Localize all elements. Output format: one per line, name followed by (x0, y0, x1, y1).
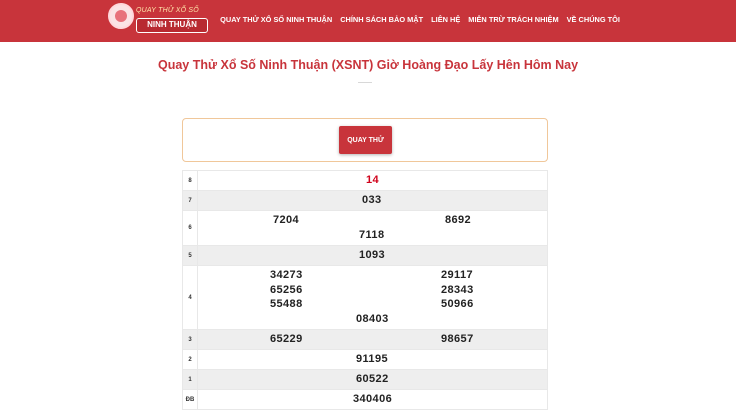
table-row (183, 191, 548, 211)
table-row (183, 246, 548, 266)
prize-number: 29117 (441, 269, 473, 281)
logo-emblem-icon (108, 3, 134, 29)
site-logo[interactable] (108, 3, 204, 37)
prize-label: 6 (183, 211, 198, 246)
prize-label: 4 (183, 266, 198, 330)
results-table (182, 170, 548, 410)
prize-number: 65229 (270, 333, 303, 345)
logo-top-text: QUAY THỬ XỔ SỐ (136, 7, 199, 14)
prize-number: 033 (362, 194, 382, 206)
prize-number: 7118 (359, 229, 385, 241)
table-row (183, 211, 548, 246)
prize-label: ĐB (183, 390, 198, 410)
prize-number: 34273 (270, 269, 303, 281)
page-title: Quay Thử Xổ Số Ninh Thuận (XSNT) Giờ Hoàng Đạo Lấy Hên Hôm Nay (157, 58, 579, 72)
site-header (0, 0, 736, 42)
table-row (183, 330, 548, 350)
prize-label: 1 (183, 370, 198, 390)
title-divider (358, 82, 372, 83)
prize-cell (198, 370, 548, 390)
table-row (183, 266, 548, 330)
nav-item-about[interactable]: VỀ CHÚNG TÔI (566, 15, 620, 24)
table-row (183, 390, 548, 410)
prize-label: 7 (183, 191, 198, 211)
prize-number: 08403 (356, 313, 389, 325)
prize-label: 3 (183, 330, 198, 350)
prize-cell (198, 246, 548, 266)
prize-number: 8692 (445, 214, 472, 226)
table-row (183, 370, 548, 390)
prize-cell (198, 211, 548, 246)
table-row (183, 171, 548, 191)
table-row (183, 350, 548, 370)
prize-cell (198, 390, 548, 410)
prize-number: 340406 (353, 393, 393, 405)
spin-button[interactable]: QUAY THỬ (339, 126, 392, 154)
prize-cell (198, 191, 548, 211)
prize-number: 1093 (359, 249, 386, 261)
prize-number: 60522 (356, 373, 389, 385)
prize-number: 28343 (441, 284, 474, 296)
prize-number: 7204 (273, 214, 300, 226)
logo-bottom-text: NINH THUẬN (136, 18, 208, 33)
prize-label: 8 (183, 171, 198, 191)
prize-number: 91195 (356, 353, 388, 365)
prize-label: 2 (183, 350, 198, 370)
nav-item-disclaimer[interactable]: MIỄN TRỪ TRÁCH NHIỆM (468, 15, 559, 24)
prize-number: 14 (366, 174, 380, 186)
prize-cell (198, 350, 548, 370)
nav-item-quay-thu[interactable]: QUAY THỬ XỔ SỐ NINH THUẬN (220, 15, 333, 24)
spin-panel (182, 118, 548, 162)
main-nav (216, 15, 624, 25)
prize-number: 55488 (270, 298, 303, 310)
nav-item-contact[interactable]: LIÊN HỆ (431, 15, 461, 24)
prize-label: 5 (183, 246, 198, 266)
prize-number: 98657 (441, 333, 474, 345)
prize-cell (198, 330, 548, 350)
prize-cell (198, 171, 548, 191)
prize-number: 65256 (270, 284, 303, 296)
prize-number: 50966 (441, 298, 474, 310)
nav-item-privacy[interactable]: CHÍNH SÁCH BẢO MẬT (340, 15, 424, 24)
prize-cell (198, 266, 548, 330)
